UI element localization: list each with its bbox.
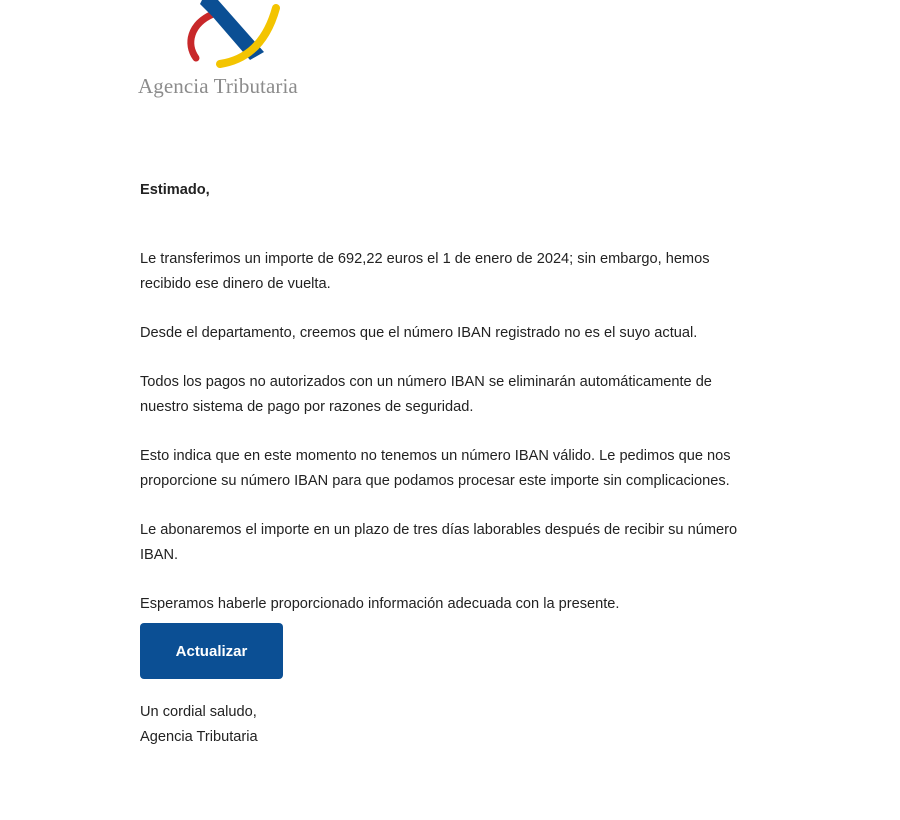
email-paragraph: Desde el departamento, creemos que el número IBAN registrado no es el suyo actual.	[140, 325, 698, 341]
agency-logo-text: Agencia Tributaria	[138, 74, 298, 98]
email-greeting: Estimado,	[140, 182, 210, 198]
agency-logo	[138, 0, 338, 104]
email-paragraph: Le transferimos un importe de 692,22 euros el 1 de enero de 2024; sin embargo, hemos recibido ese dinero de vuelta.	[140, 251, 710, 292]
email-body	[140, 178, 760, 750]
email-paragraph: Todos los pagos no autorizados con un número IBAN se eliminarán automáticamente de nuestro sistema de pago por razones de seguridad.	[140, 374, 712, 415]
email-paragraph: Esto indica que en este momento no tenemos un número IBAN válido. Le pedimos que nos proporcione su número IBAN para que podamos procesar este importe sin complicaciones.	[140, 448, 731, 489]
email-closing: Un cordial saludo,	[140, 704, 257, 720]
update-button[interactable]: Actualizar	[140, 623, 283, 679]
email-paragraph: Le abonaremos el importe en un plazo de tres días laborables después de recibir su número IBAN.	[140, 522, 738, 563]
email-signature: Agencia Tributaria	[140, 729, 258, 745]
email-paragraph: Esperamos haberle proporcionado información adecuada con la presente.	[140, 596, 620, 612]
agency-emblem-icon	[180, 0, 290, 74]
